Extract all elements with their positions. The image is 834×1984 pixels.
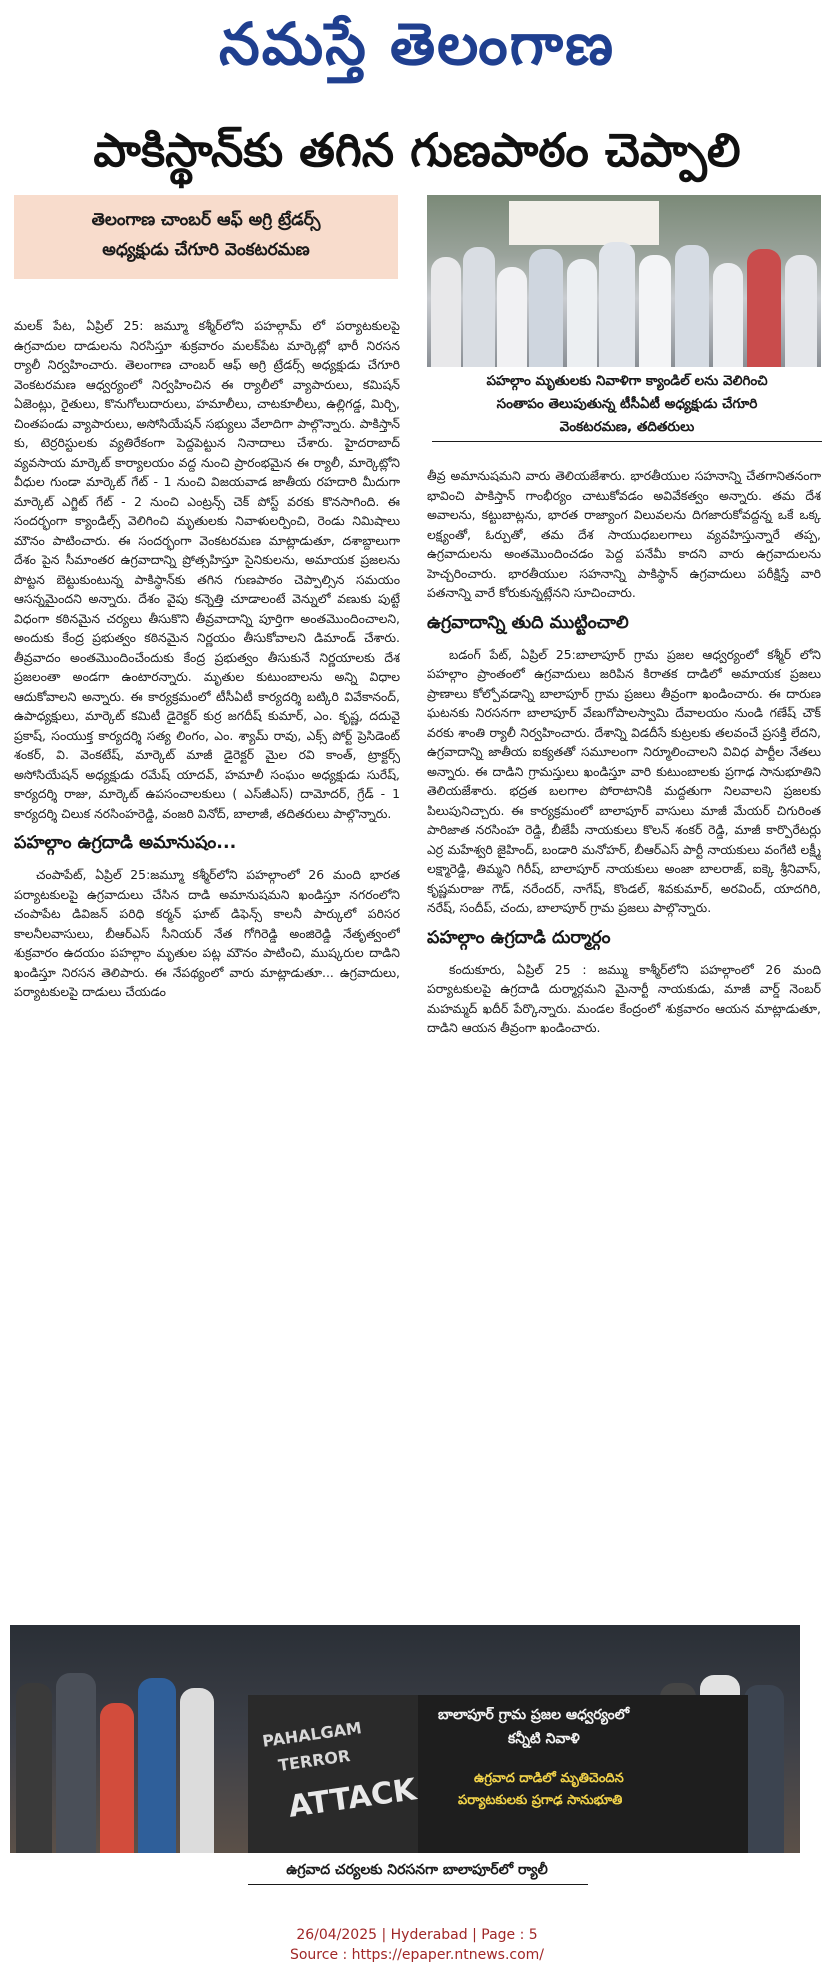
article3-heading: ఉగ్రవాదాన్ని తుది ముట్టించాలి [427, 612, 629, 633]
photo-balapur-rally [10, 1625, 800, 1853]
subhead-line-1: తెలంగాణ చాంబర్ ఆఫ్ అగ్రి ట్రేడర్స్ [91, 210, 321, 230]
banner-text-7: పర్యాటకులకు ప్రగాఢ సానుభూతి [458, 1793, 623, 1808]
subhead-box [14, 195, 398, 279]
article4-paragraph: కందుకూరు, ఏప్రిల్ 25 : జమ్ము కాశ్మీర్‌లోని పహల్గాంలో 26 మంది పర్యాటకులపై ఉగ్రదాడి దుర్మార్గమని మైనార్టీ నాయకుడు, మాజీ వార్డ్ నెంబర్ మహమ్మద్ ఖదీర్ పేర్కొన్నారు. మండల కేంద్రంలో శుక్రవారం ఆయన మాట్లాడుతూ, దాడిని ఆయన తీవ్రంగా ఖండించారు. [427, 961, 821, 1035]
banner-text-5: కన్నీటి నివాళి [508, 1731, 580, 1747]
article1-paragraph: మలక్ పేట, ఏప్రిల్ 25: జమ్మూ కశ్మీర్‌లోని పహల్గామ్ లో పర్యాటకులపై ఉగ్రవాదుల దాడులను నిరసిస్తూ శుక్రవారం మలక్‌పేట మార్కెట్లో భారీ నిరసన ర్యాలీ నిర్వహించారు. తెలంగాణ చాంబర్ ఆఫ్ అగ్రి ట్రేడర్స్ అధ్యక్షుడు చేగూరి వెంకటరమణ ఆధ్వర్యంలో నిర్వహించిన ఈ ర్యాలీలో వ్యాపారులు, కమిషన్ ఏజెంట్లు, రైతులు, కొనుగోలుదారులు, హమాలీలు, చాటకూలీలు, ఉల్లిగడ్డ, మిర్చి, చింతపండు వ్యాపారులు, అసోసియేషన్ సభ్యులు వేలాదిగా పాల్గొన్నారు. పాకిస్తాన్ కు, టెర్రరిస్టులకు వ్యతిరేకంగా పెద్దపెట్టున నినాదాలు చేశారు. హైదరాబాద్ వ్యవసాయ మార్కెట్ కార్యాలయం వద్ద నుంచి ప్రారంభమైన ఈ ర్యాలీ, మార్కెట్లోని వీధుల గుండా మార్కెట్ గేట్ - 1 నుంచి విజయవాడ జాతీయ రహదారి మీదుగా మార్కెట్ ఎగ్జిట్ గేట్ - 2 నుంచి ఎంట్రన్స్ చెక్ పోస్ట్ వరకు కొనసాగింది. ఈ సందర్భంగా క్యాండిల్స్ వెలిగించి మృతులకు నివాళులర్పించి, రెండు నిమిషాలు మౌనం పాటించారు. ఈ సందర్భంగా వెంకటరమణ మాట్లాడుతూ, దశాబ్దాలుగా దేశం పైన సీమాంతర ఉగ్రవాదాన్ని ప్రోత్సహిస్తూ సైనికులను, అమాయక ప్రజలను పొట్టన బెట్టుకుంటున్న పాకిస్థాన్‌కు తగిన గుణపాఠం చెప్పాల్సిన సమయం ఆసన్నమైందని అన్నారు. దేశం వైపు కన్నెత్తి చూడాలంటే వెన్నులో వణుకు పుట్టే విధంగా కఠినమైన చర్యలు తీసుకొని తీవ్రవాదాన్ని పూర్తిగా అంతమొందించాలని, అందుకు కేంద్ర ప్రభుత్వం కఠినమైన నిర్ణయం తీసుకోవాలని డిమాండ్ చేశారు. తీవ్రవాదం అంతమొందించేందుకు కేంద్ర ప్రభుత్వం తీసుకునే నిర్ణయాలకు దేశ ప్రజలంతా అండగా ఉంటారన్నారు. మృతుల కుటుంబాలను అన్ని విధాల ఆదుకోవాలని అన్నారు. ఈ కార్యక్రమంలో టీసీఏటీ కార్యదర్శి బట్కిరి వివేకానంద్, ఉపాధ్యక్షులు, మార్కెట్ కమిటీ డైరెక్టర్ కుర్ర జగదీష్ కుమార్, ఎం. కృష్ణ, దదువై ప్రకాష్, సంయుక్త కార్యదర్శి సత్య లింగం, ఎం. శ్యామ్ రావు, ఎక్స్ పోర్ట్ ప్రెసిడెంట్ శంకర్, వి. వెంకటేష్, మార్కెట్ మాజీ డైరెక్టర్ మైల రవి కాంత్, ట్రాక్టర్స్ అసోసియేషన్ అధ్యక్షుడు రమేష్ యాదవ్, హమాలీ సంఘం అధ్యక్షుడు సురేష్, కార్యదర్శి రాజు, మార్కెట్ ఉపసంచాలకులు ( ఎస్‌జీఎస్) దామోదర్, గ్రేడ్ - 1 కార్యదర్శి చిలుక నరసింహరెడ్డి, వంజరి వినోద్, బాలాజీ, తదితరులు పాల్గొన్నారు. [14, 318, 400, 821]
bottom-caption-rule [248, 1884, 588, 1885]
banner-right-panel [418, 1695, 748, 1853]
banner-text-6: ఉగ్రవాద దాడిలో మృతిచెందిన [474, 1771, 624, 1786]
banner-text-4: బాలాపూర్ గ్రామ ప్రజల ఆధ్వర్యంలో [438, 1707, 630, 1723]
article2-paragraph: చంపాపేట్, ఏప్రిల్ 25:జమ్మూ కశ్మీర్‌లోని పహల్గాంలో 26 మంది భారత పర్యాటకులపై ఉగ్రవాదులు చేసిన దాడి అమానుషమని ఖండిస్తూ నగరంలోని చంపాపేట డివిజన్ పరిధి కర్మన్ ఘాట్ డిఫెన్స్ కాలనీ పార్కులో పరిసర కాలనీలవాసులు, బీఆర్ఎస్ సీనియర్ నేత గోగిరెడ్డి అంజిరెడ్డి నేతృత్వంలో శుక్రవారం ఉదయం పహల్గాం మృతుల పట్ల మౌనం పాటించి, ముష్కరుల దాడిని ఖండిస్తూ నిరసన తెలిపారు. ఈ నేపథ్యంలో వారు మాట్లాడుతూ... ఉగ్రవాదులు, పర్యాటకులపై దాడులు చేయడం [14, 867, 400, 999]
banner-left-panel [248, 1695, 418, 1853]
photo-bottom-caption: ఉగ్రవాద చర్యలకు నిరసనగా బాలాపూర్‌లో ర్యాలీ [286, 1862, 548, 1878]
subhead-line-2: అధ్యక్షుడు చేగూరి వెంకటరమణ [102, 240, 310, 260]
banner-text-2: TERROR [277, 1746, 352, 1775]
caption-rule [432, 441, 822, 442]
article2-heading: పహల్గాం ఉగ్రదాడి అమానుషం... [14, 833, 237, 853]
article2-continued-paragraph: తీవ్ర అమానుషమని వారు తెలియజేశారు. భారతీయుల సహనాన్ని చేతగానితనంగా భావించి పాకిస్తాన్ గాంభీర్యం చాటుకోవడం అవివేకత్వం అన్నారు. తమ దేశ అవాలను, కట్టుబాట్లను, భారత రాజ్యాంగ విలువలను దిగజారుకోవద్దన్న ఒకే ఒక్క లక్ష్యంతో, ఓర్పుతో, తమ దేశ సాయుధబలగాలు వ్యవహిస్తున్నారే తప్ప, ఉగ్రవాదులను అంతమొందించడం పెద్ద పనేమీ కాదని వారు ఉగ్రవాదులను హెచ్చరించారు. భారతీయుల సహనాన్ని పాకిస్థాన్ ఉగ్రవాదులు పరీక్షిస్తే వారి పతనాన్ని వారే కోరుకున్నట్లేనని సూచించారు. [427, 468, 821, 600]
headline: పాకిస్థాన్‌కు తగిన గుణపాఠం చెప్పాలి [93, 123, 741, 177]
banner-text-1: PAHALGAM [261, 1718, 363, 1751]
footer-source: Source : https://epaper.ntnews.com/ [289, 1947, 545, 1963]
right-column [427, 466, 821, 1576]
photo-banner [509, 201, 659, 245]
caption-line-3: వెంకటరమణ, తదితరులు [559, 419, 695, 435]
left-column [14, 316, 400, 1281]
photo-candle-tribute [427, 195, 821, 367]
caption-line-1: పహల్గాం మృతులకు నివాళిగా క్యాండిల్ లను వెలిగించి [486, 373, 768, 389]
footer [0, 1925, 834, 1965]
photo-top-caption [432, 370, 822, 439]
article4-heading: పహల్గాం ఉగ్రదాడి దుర్మార్గం [427, 927, 611, 948]
caption-line-2: సంతాపం తెలుపుతున్న టీసీఏటీ అధ్యక్షుడు చేగూరి [496, 396, 758, 412]
footer-date: 26/04/2025 | Hyderabad | Page : 5 [296, 1927, 538, 1943]
article3-paragraph: బడంగ్ పేట్, ఏప్రిల్ 25:బాలాపూర్ గ్రామ ప్రజల ఆధ్వర్యంలో కశ్మీర్ లోని పహల్గాం ప్రాంతంలో ఉగ్రవాదులు జరిపిన కిరాతక దాడిలో అమాయక ప్రజలు ప్రాణాలు కోల్పోవడాన్ని బాలాపూర్ గ్రామ ప్రజలు తీవ్రంగా ఖండించారు. ఈ దారుణ ఘటనకు నిరసనగా బాలాపూర్ వేణుగోపాలస్వామి దేవాలయం నుండి గణేష్ చౌక్ వరకు శాంతి ర్యాలీ నిర్వహించారు. దేశాన్ని విడదీసే కుట్రలకు తలవంచే ప్రసక్తి లేదని, ఉగ్రవాదాన్ని జాతీయ ఐక్యతతో సమూలంగా నిర్మూలించాలని వివిధ పార్టీల నేతలు అన్నారు. ఈ దాడిని గ్రామస్తులు ఖండిస్తూ వారి కుటుంబాలకు ప్రగాఢ సానుభూతిని తెలియజేశారు. భద్రత బలగాల పోరాటానికి మద్దతుగా నిలవాలని ప్రజలకు పిలుపునిచ్చారు. ఈ కార్యక్రమంలో బాలాపూర్ వాసులు మాజీ మేయర్ చిగురింత పారిజాత నరసింహ రెడ్డి, బీజేపీ నాయకులు కొలన్ శంకర్ రెడ్డి, మాజీ కార్పొరేటర్లు ఎర్ర మహేశ్వరి జైహింద్, బండారి మనోహర్, బీఆర్ఎస్ పార్టీ నాయకులు వంగేటి లక్ష్మీ లక్ష్మారెడ్డి, తిమ్మని గిరీష్, బాలాపూర్ నాయకులు అంజా బాలరాజ్, ఐక్కె శ్రీనివాస్, కృష్ణమరాజు గౌడ్, నరేందర్, నాగేష్, కొండల్, శివకుమార్, అరవింద్, యాదగిరి, నరేష్, సందీప్, చందు, బాలాపూర్ గ్రామ ప్రజలు పాల్గొన్నారు. [427, 646, 821, 915]
masthead: నమస్తే తెలంగాణ [219, 10, 615, 78]
banner-text-3: ATTACK [286, 1772, 419, 1825]
